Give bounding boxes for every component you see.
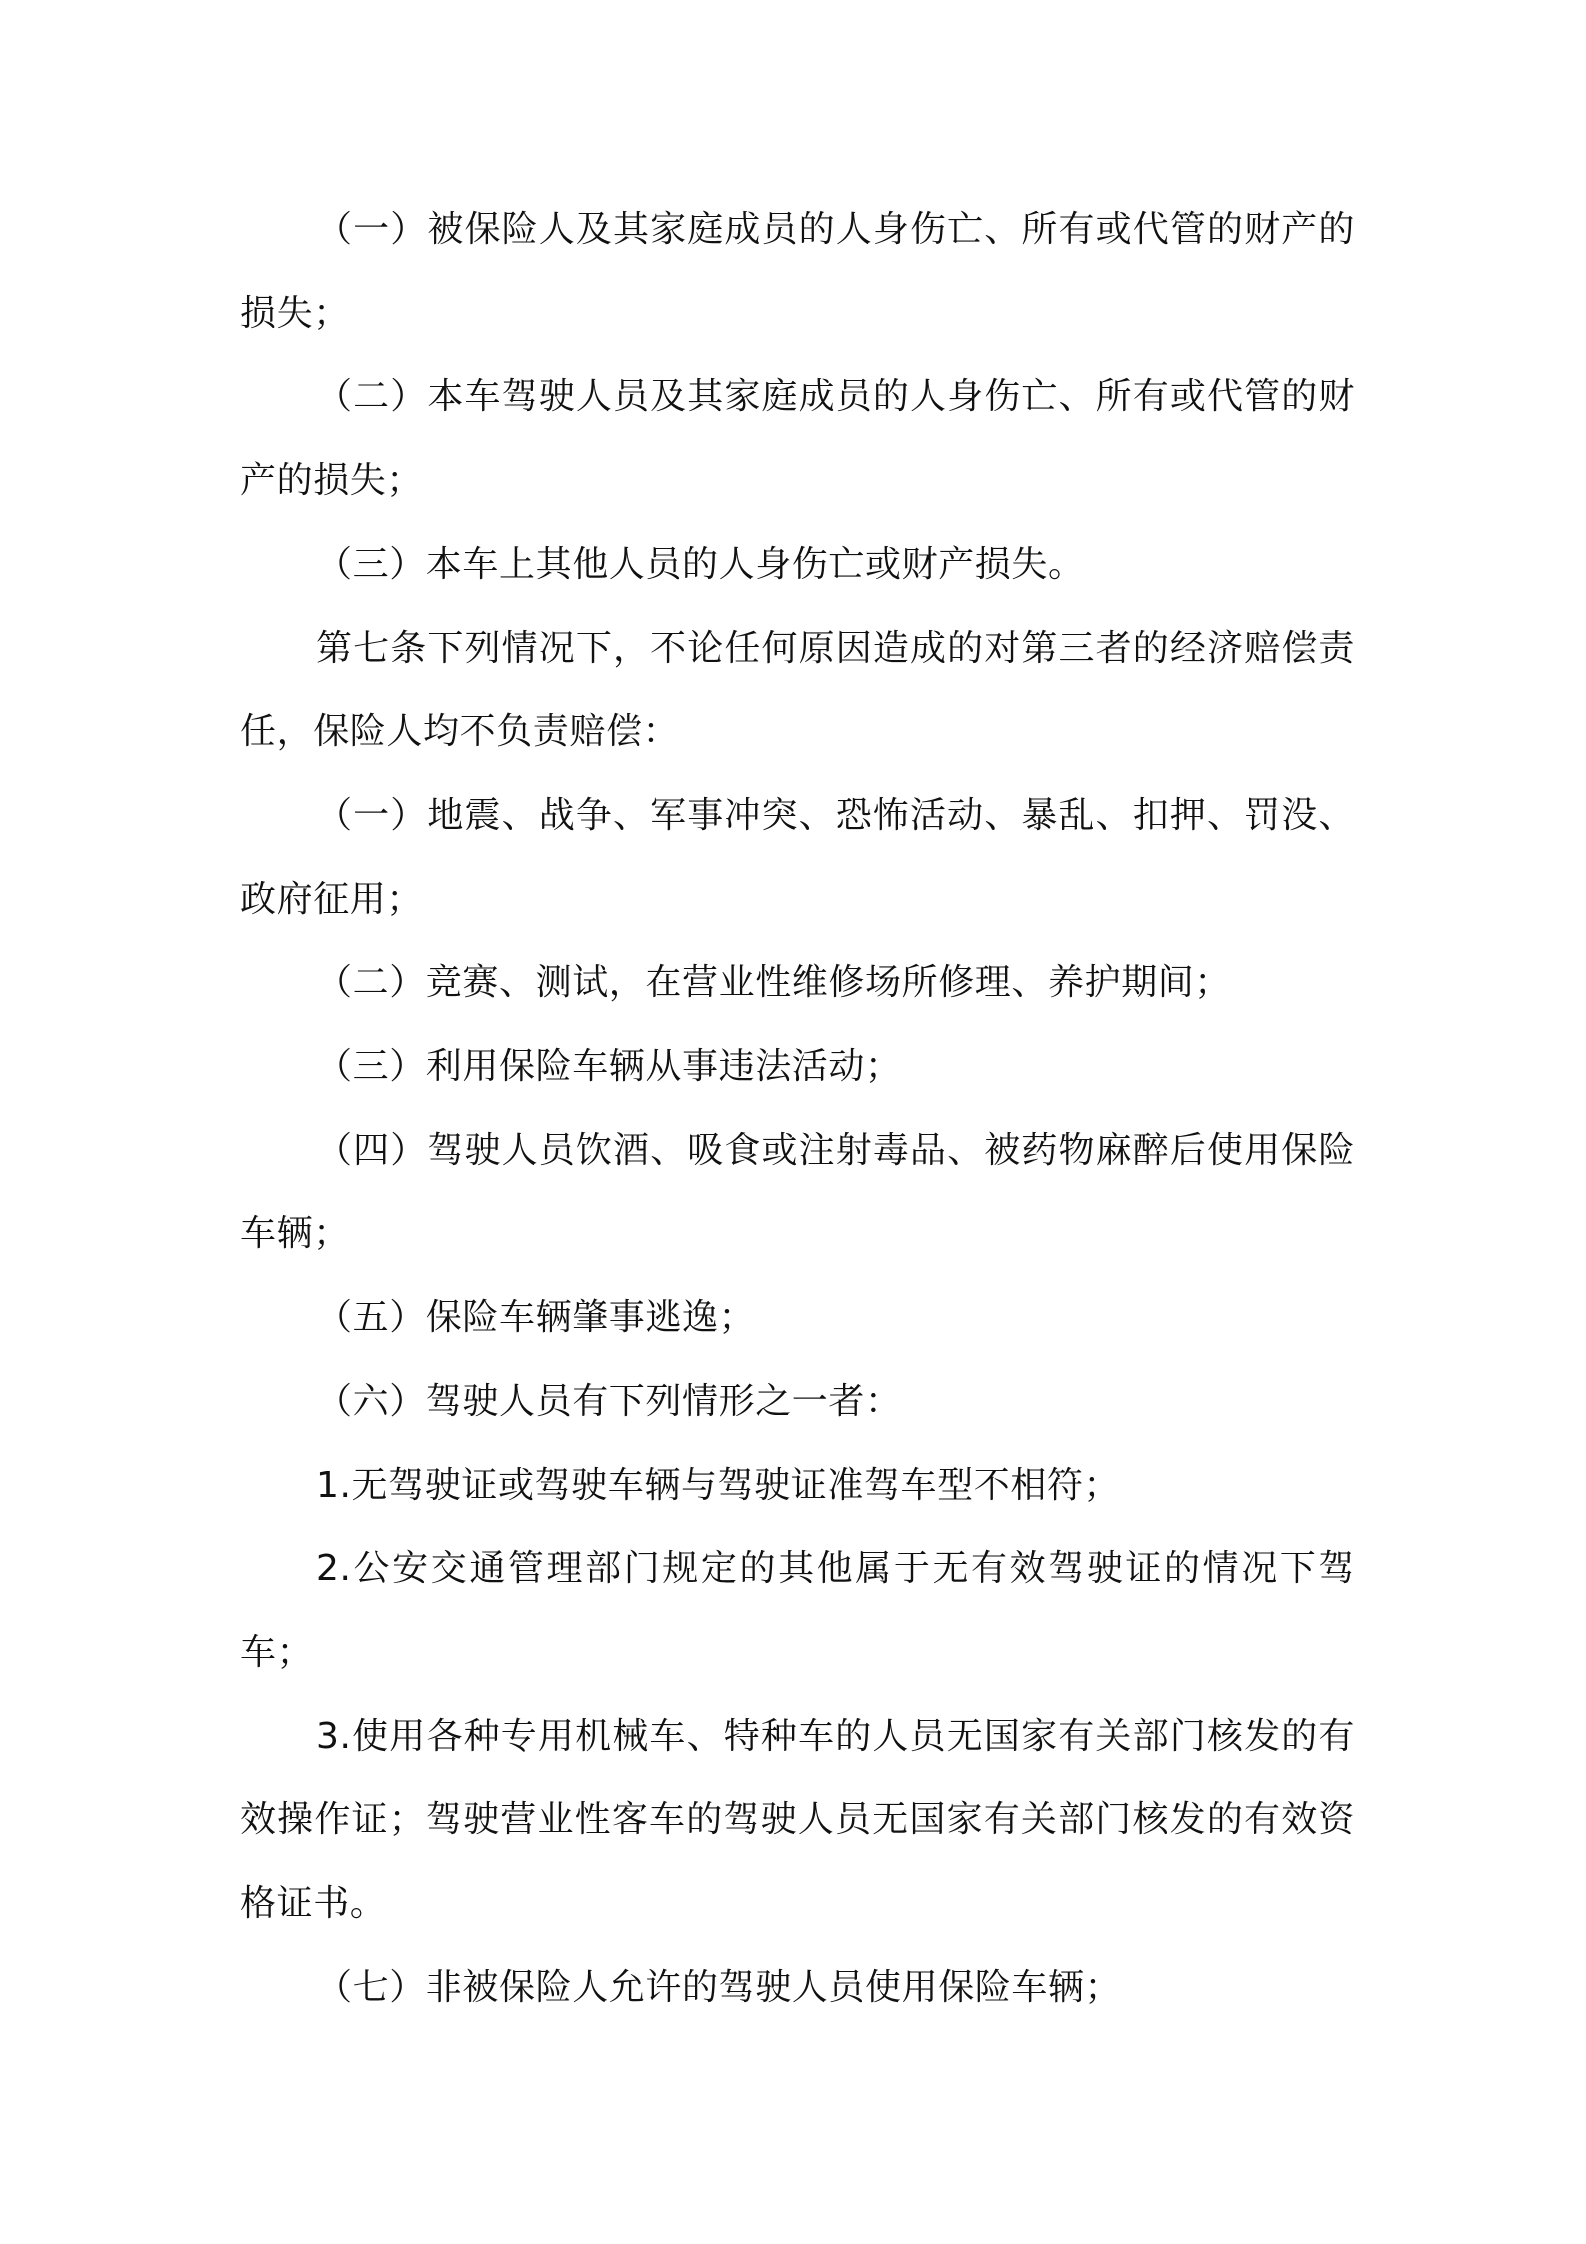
exclusion-item-7: （七）非被保险人允许的驾驶人员使用保险车辆； (316, 1966, 1122, 2008)
sub-item-2: 2.公安交通管理部门规定的其他属于无有效驾驶证的情况下驾车； (240, 1548, 1355, 1673)
exclusion-item-4: （四）驾驶人员饮酒、吸食或注射毒品、被药物麻醉后使用保险车辆； (240, 1129, 1355, 1255)
exclusion-item-5: （五）保险车辆肇事逃逸； (316, 1297, 756, 1339)
sub-item-3: 3.使用各种专用机械车、特种车的人员无国家有关部门核发的有效操作证；驾驶营业性客车的驾驶人员无国家有关部门核发的有效资格证书。 (240, 1715, 1355, 1925)
paragraph-item-3: （三）本车上其他人员的人身伤亡或财产损失。 (316, 543, 1085, 585)
sub-item-1: 1.无驾驶证或驾驶车辆与驾驶证准驾车型不相符； (316, 1464, 1121, 1506)
exclusion-item-2: （二）竞赛、测试，在营业性维修场所修理、养护期间； (316, 962, 1232, 1004)
article-seven-heading: 第七条下列情况下，不论任何原因造成的对第三者的经济赔偿责任，保险人均不负责赔偿： (240, 627, 1355, 753)
exclusion-item-1: （一）地震、战争、军事冲突、恐怖活动、暴乱、扣押、罚没、政府征用； (240, 794, 1355, 920)
paragraph-item-2: （二）本车驾驶人员及其家庭成员的人身伤亡、所有或代管的财产的损失； (240, 376, 1355, 502)
exclusion-item-6: （六）驾驶人员有下列情形之一者： (316, 1380, 902, 1422)
document-body (240, 188, 1355, 2029)
exclusion-item-3: （三）利用保险车辆从事违法活动； (316, 1046, 902, 1088)
paragraph-item-1: （一）被保险人及其家庭成员的人身伤亡、所有或代管的财产的损失； (240, 209, 1355, 334)
